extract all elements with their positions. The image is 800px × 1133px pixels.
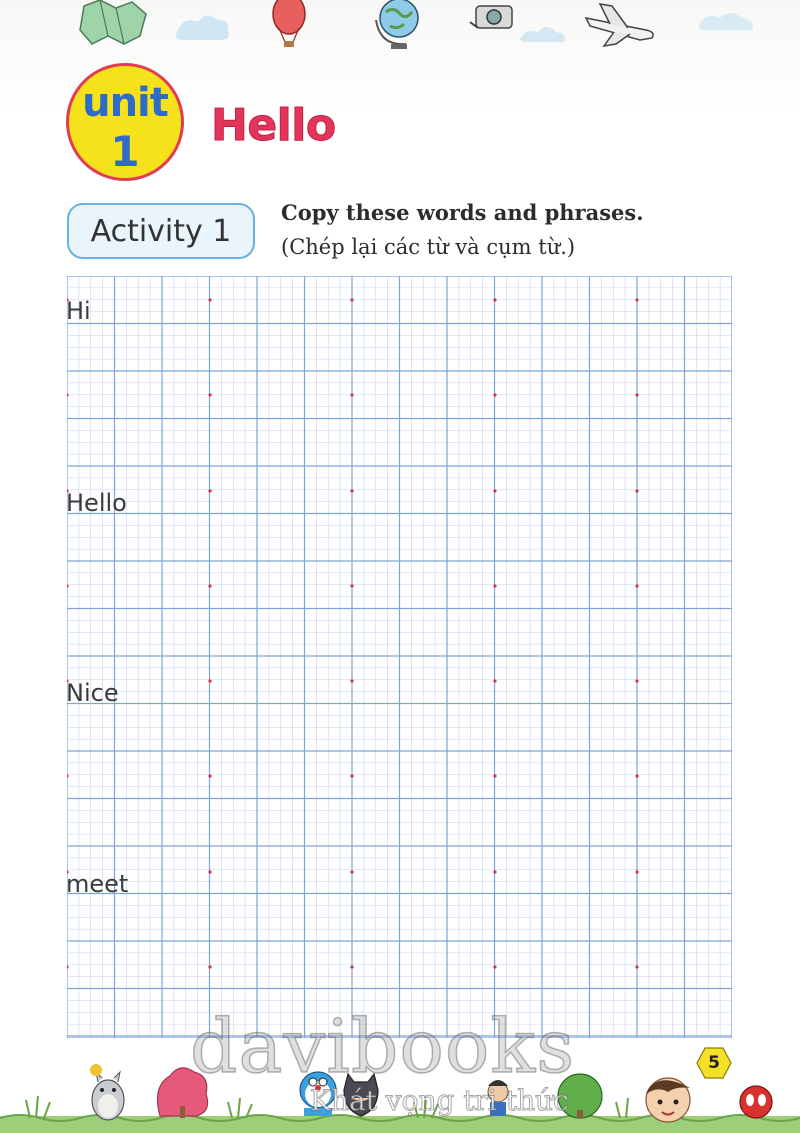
guide-dot xyxy=(635,584,638,587)
cloud-icon xyxy=(176,15,229,40)
cloud-icon xyxy=(699,13,753,30)
totoro-icon xyxy=(90,1064,124,1120)
guide-dot xyxy=(350,870,353,873)
instruction-vietnamese: (Chép lại các từ và cụm từ.) xyxy=(281,235,576,259)
practice-word: Hello xyxy=(66,489,127,517)
unit-number: 1 xyxy=(110,127,140,176)
guide-dot xyxy=(493,774,496,777)
guide-dot xyxy=(350,298,353,301)
guide-dot xyxy=(208,965,211,968)
cloud-icon xyxy=(520,27,565,42)
watermark-slogan: Khát vọng tri thức xyxy=(310,1084,569,1117)
practice-word: Hi xyxy=(66,297,91,325)
guide-dot xyxy=(493,584,496,587)
handwriting-grid xyxy=(67,276,732,1038)
unit-title: Hello xyxy=(211,100,336,151)
guide-dot xyxy=(208,298,211,301)
guide-dot xyxy=(493,298,496,301)
guide-dot xyxy=(350,965,353,968)
guide-dot xyxy=(493,489,496,492)
guide-dot xyxy=(493,870,496,873)
globe-icon xyxy=(376,0,418,49)
guide-dot xyxy=(350,393,353,396)
guide-dot xyxy=(635,679,638,682)
guide-dot xyxy=(208,774,211,777)
guide-dot xyxy=(635,870,638,873)
watermark-brand: davibooks xyxy=(190,1004,576,1090)
guide-dot xyxy=(208,870,211,873)
guide-dot xyxy=(67,965,69,968)
hot-air-balloon-icon xyxy=(273,0,305,47)
unit-label: unit xyxy=(82,80,168,126)
guide-dot xyxy=(350,489,353,492)
guide-dot xyxy=(635,965,638,968)
instruction-english: Copy these words and phrases. xyxy=(281,200,644,225)
page-number: 5 xyxy=(708,1053,720,1073)
airplane-icon xyxy=(586,4,653,46)
guide-dot xyxy=(493,679,496,682)
guide-dot xyxy=(208,584,211,587)
activity-label: Activity 1 xyxy=(90,214,232,249)
spiderman-icon xyxy=(740,1086,772,1118)
camera-icon xyxy=(470,6,512,28)
practice-word: Nice xyxy=(66,679,119,707)
guide-dot xyxy=(208,393,211,396)
guide-dot xyxy=(67,393,69,396)
guide-dot xyxy=(635,298,638,301)
guide-dot xyxy=(350,679,353,682)
practice-word: meet xyxy=(66,870,129,898)
guide-dot xyxy=(635,393,638,396)
guide-dot xyxy=(350,774,353,777)
guide-dot xyxy=(350,584,353,587)
top-decoration xyxy=(0,0,800,60)
guide-dot xyxy=(208,679,211,682)
activity-badge xyxy=(67,203,255,259)
guide-dot xyxy=(208,489,211,492)
guide-dot xyxy=(493,965,496,968)
page-number-badge xyxy=(696,1047,732,1079)
guide-dot xyxy=(635,489,638,492)
unit-badge xyxy=(66,63,184,181)
map-icon xyxy=(80,0,146,44)
boy-face-icon xyxy=(646,1078,690,1122)
guide-dot xyxy=(635,774,638,777)
guide-dot xyxy=(493,393,496,396)
